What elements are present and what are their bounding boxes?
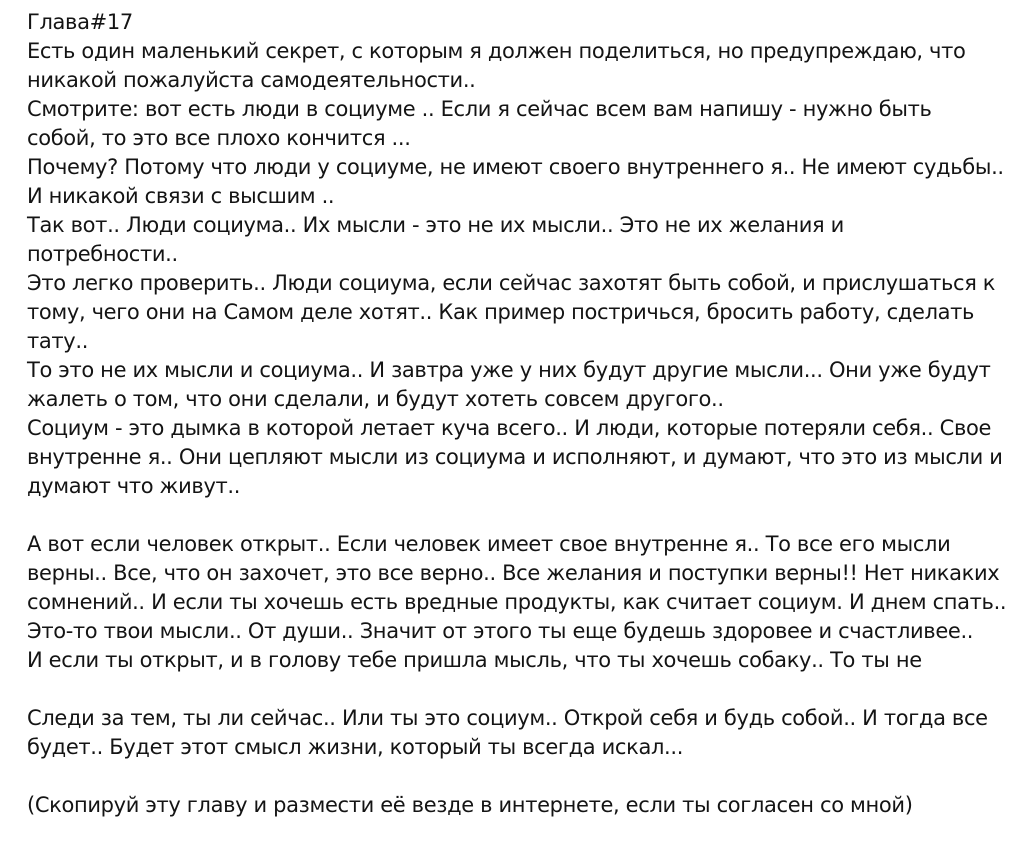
text-line: Это-то твои мысли.. От души.. Значит от этого ты еще будешь здоровее и счастливее.. [27, 619, 974, 643]
text-line: А вот если человек открыт.. Если человек имеет свое внутренне я.. То все его мысли [27, 532, 951, 556]
text-line: То это не их мысли и социума.. И завтра уже у них будут другие мысли... Они уже будут [27, 358, 991, 382]
text-line: (Скопируй эту главу и размести её везде в интернете, если ты согласен со мной) [27, 793, 913, 817]
text-line: жалеть о том, что они сделали, и будут хотеть совсем другого.. [27, 387, 724, 411]
text-line: Смотрите: вот есть люди в социуме .. Если я сейчас всем вам напишу - нужно быть [27, 97, 932, 121]
text-line: Социум - это дымка в которой летает куча всего.. И люди, которые потеряли себя.. Свое [27, 416, 992, 440]
blank-line [27, 501, 1006, 530]
document-body [27, 37, 1006, 820]
text-line: верны.. Все, что он захочет, это все верно.. Все желания и поступки верны!! Нет никаких [27, 561, 1000, 585]
text-line: тому, чего они на Самом деле хотят.. Как пример постричься, бросить работу, сделать [27, 300, 975, 324]
text-line: Так вот.. Люди социума.. Их мысли - это не их мысли.. Это не их желания и [27, 213, 844, 237]
blank-line [27, 762, 1006, 791]
text-line: собой, то это все плохо кончится ... [27, 126, 411, 150]
text-line: Это легко проверить.. Люди социума, если сейчас захотят быть собой, и прислушаться к [27, 271, 996, 295]
text-line: будет.. Будет этот смысл жизни, который ты всегда искал... [27, 735, 684, 759]
text-line: сомнений.. И если ты хочешь есть вредные продукты, как считает социум. И днем спать.. [27, 590, 1007, 614]
text-line: думают что живут.. [27, 474, 241, 498]
text-line: Почему? Потому что люди у социуме, не имеют своего внутреннего я.. Не имеют судьбы.. [27, 155, 1004, 179]
text-line: никакой пожалуйста самодеятельности.. [27, 68, 476, 92]
text-line: Следи за тем, ты ли сейчас.. Или ты это социум.. Открой себя и будь собой.. И тогда все [27, 706, 988, 730]
blank-line [27, 675, 1006, 704]
text-line: тату.. [27, 329, 89, 353]
text-line: внутренне я.. Они цепляют мысли из социума и исполняют, и думают, что это из мысли и [27, 445, 1003, 469]
chapter-heading: Глава#17 [27, 10, 133, 34]
text-line: И если ты открыт, и в голову тебе пришла мысль, что ты хочешь собаку.. То ты не [27, 648, 922, 672]
text-line: Есть один маленький секрет, с которым я должен поделиться, но предупреждаю, что [27, 39, 966, 63]
text-line: И никакой связи с высшим .. [27, 184, 335, 208]
text-line: потребности.. [27, 242, 178, 266]
